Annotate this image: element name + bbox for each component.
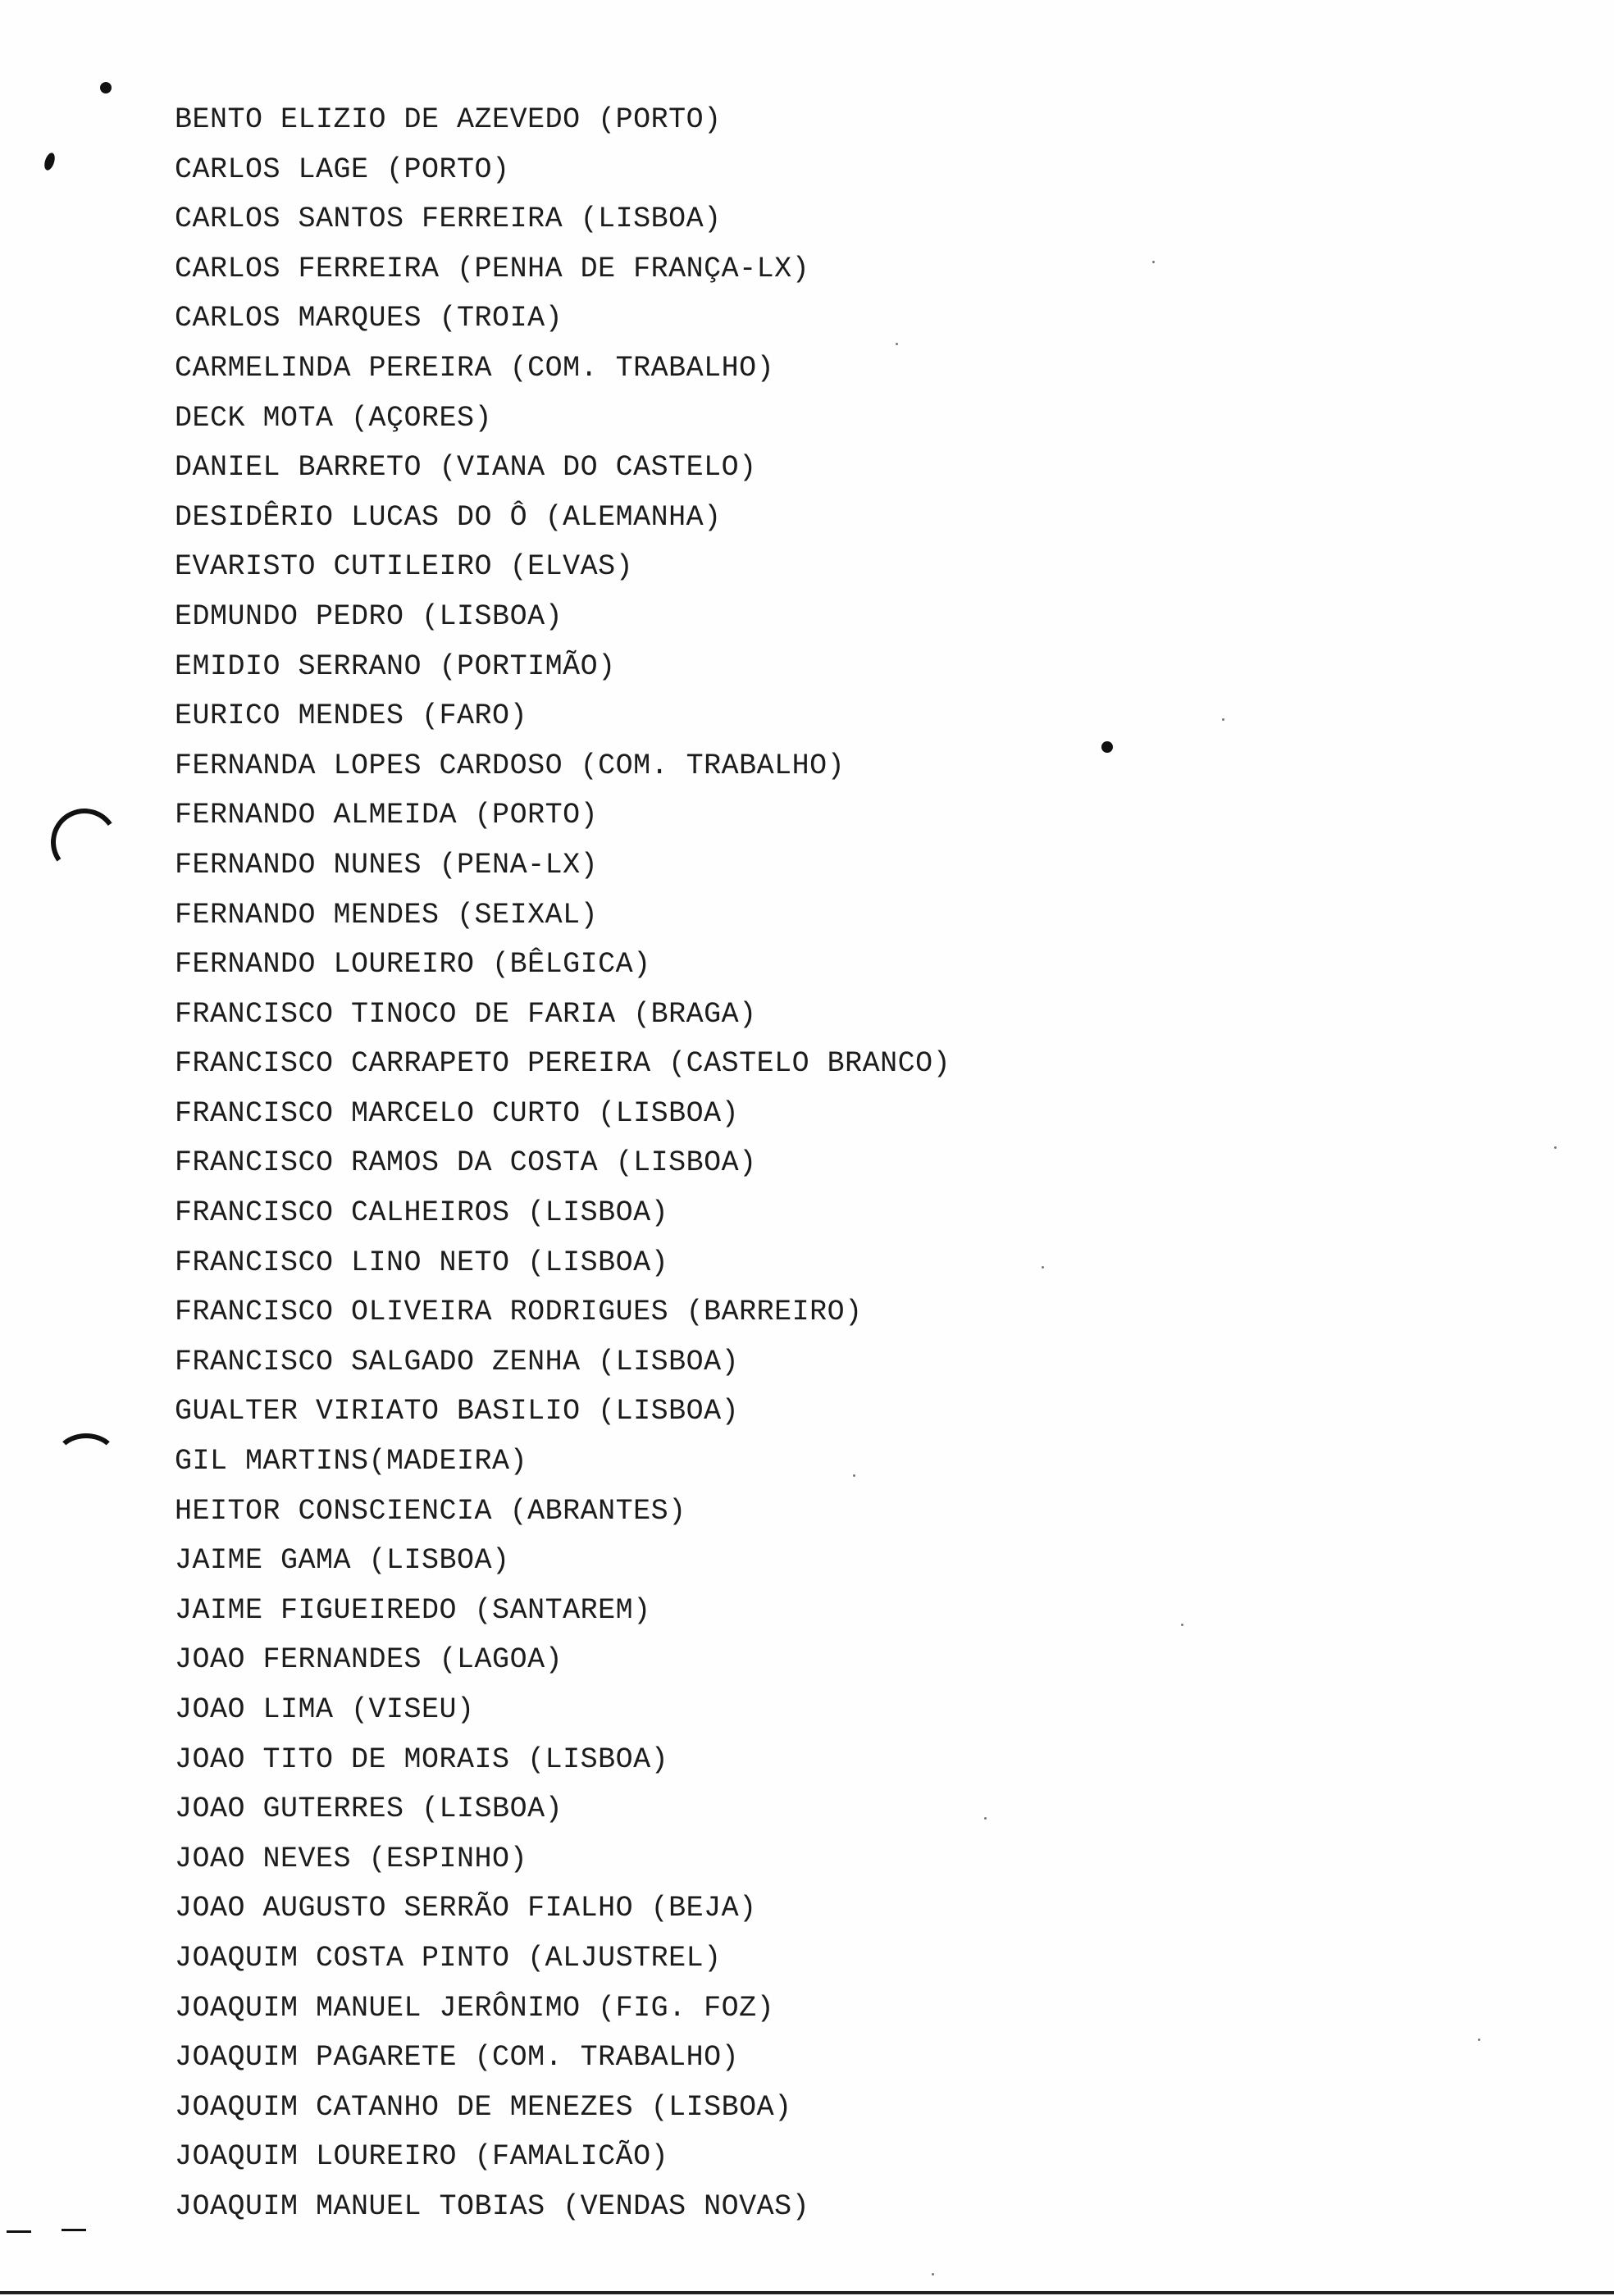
list-item: FRANCISCO LINO NETO (LISBOA) [175, 1246, 669, 1279]
list-item: FRANCISCO CALHEIROS (LISBOA) [175, 1196, 669, 1230]
ink-dot [43, 152, 57, 171]
list-item: EVARISTO CUTILEIRO (ELVAS) [175, 550, 634, 584]
list-item: CARLOS FERREIRA (PENHA DE FRANÇA-LX) [175, 252, 810, 285]
list-item: FERNANDO NUNES (PENA-LX) [175, 848, 599, 882]
list-item: JOAO LIMA (VISEU) [175, 1693, 475, 1726]
list-item: JOAQUIM LOUREIRO (FAMALICÃO) [175, 2140, 669, 2174]
page-bottom-rule [0, 2291, 1614, 2294]
paper-speck [932, 2273, 934, 2276]
list-item: CARMELINDA PEREIRA (COM. TRABALHO) [175, 351, 775, 385]
list-item: JOAQUIM MANUEL TOBIAS (VENDAS NOVAS) [175, 2189, 810, 2223]
list-item: JOAQUIM PAGARETE (COM. TRABALHO) [175, 2041, 740, 2075]
paper-speck [1478, 2039, 1480, 2041]
margin-dash [7, 2230, 31, 2233]
ink-dot [1101, 741, 1113, 753]
list-item: FERNANDO LOUREIRO (BÊLGICA) [175, 948, 651, 982]
list-item: DECK MOTA (AÇORES) [175, 401, 493, 435]
list-item: FRANCISCO OLIVEIRA RODRIGUES (BARREIRO) [175, 1296, 863, 1329]
list-item: CARLOS LAGE (PORTO) [175, 153, 510, 186]
list-item: DANIEL BARRETO (VIANA DO CASTELO) [175, 451, 757, 485]
list-item: BENTO ELIZIO DE AZEVEDO (PORTO) [175, 103, 722, 136]
paper-speck [1152, 261, 1155, 263]
list-item: JOAQUIM CATANHO DE MENEZES (LISBOA) [175, 2090, 792, 2124]
list-item: EURICO MENDES (FARO) [175, 699, 528, 733]
list-item: CARLOS MARQUES (TROIA) [175, 302, 563, 335]
list-item: GUALTER VIRIATO BASILIO (LISBOA) [175, 1395, 740, 1428]
list-item: FRANCISCO TINOCO DE FARIA (BRAGA) [175, 997, 757, 1031]
list-item: FRANCISCO MARCELO CURTO (LISBOA) [175, 1096, 740, 1130]
list-item: FRANCISCO SALGADO ZENHA (LISBOA) [175, 1345, 740, 1378]
list-item: DESIDÊRIO LUCAS DO Ô (ALEMANHA) [175, 500, 722, 534]
paper-speck [1042, 1266, 1044, 1269]
paper-speck [984, 1817, 987, 1820]
list-item: JOAQUIM MANUEL JERÔNIMO (FIG. FOZ) [175, 1991, 775, 2025]
paper-speck [1222, 718, 1224, 721]
list-item: JOAO AUGUSTO SERRÃO FIALHO (BEJA) [175, 1892, 757, 1925]
list-item: EDMUNDO PEDRO (LISBOA) [175, 599, 563, 633]
paper-speck [1554, 1146, 1557, 1149]
list-item: JOAO NEVES (ESPINHO) [175, 1842, 528, 1875]
list-item: HEITOR CONSCIENCIA (ABRANTES) [175, 1494, 686, 1528]
list-item: FERNANDA LOPES CARDOSO (COM. TRABALHO) [175, 749, 846, 782]
ink-dot [100, 82, 112, 93]
paper-speck [1181, 1624, 1183, 1626]
list-item: FRANCISCO RAMOS DA COSTA (LISBOA) [175, 1146, 757, 1180]
margin-dash [62, 2229, 86, 2231]
punch-hole-mark [54, 1433, 118, 1484]
list-item: JAIME GAMA (LISBOA) [175, 1544, 510, 1578]
list-item: GIL MARTINS(MADEIRA) [175, 1445, 528, 1478]
list-item: CARLOS SANTOS FERREIRA (LISBOA) [175, 203, 722, 236]
list-item: JAIME FIGUEIREDO (SANTAREM) [175, 1593, 651, 1627]
list-item: JOAQUIM COSTA PINTO (ALJUSTREL) [175, 1941, 722, 1975]
list-item: EMIDIO SERRANO (PORTIMÃO) [175, 649, 616, 683]
list-item: FRANCISCO CARRAPETO PEREIRA (CASTELO BRANCO) [175, 1047, 951, 1081]
list-item: FERNANDO MENDES (SEIXAL) [175, 898, 599, 932]
list-item: JOAO GUTERRES (LISBOA) [175, 1793, 563, 1826]
punch-hole-mark [46, 804, 124, 882]
name-list [175, 95, 951, 2232]
list-item: JOAO TITO DE MORAIS (LISBOA) [175, 1742, 669, 1776]
list-item: JOAO FERNANDES (LAGOA) [175, 1643, 563, 1677]
list-item: FERNANDO ALMEIDA (PORTO) [175, 799, 599, 832]
